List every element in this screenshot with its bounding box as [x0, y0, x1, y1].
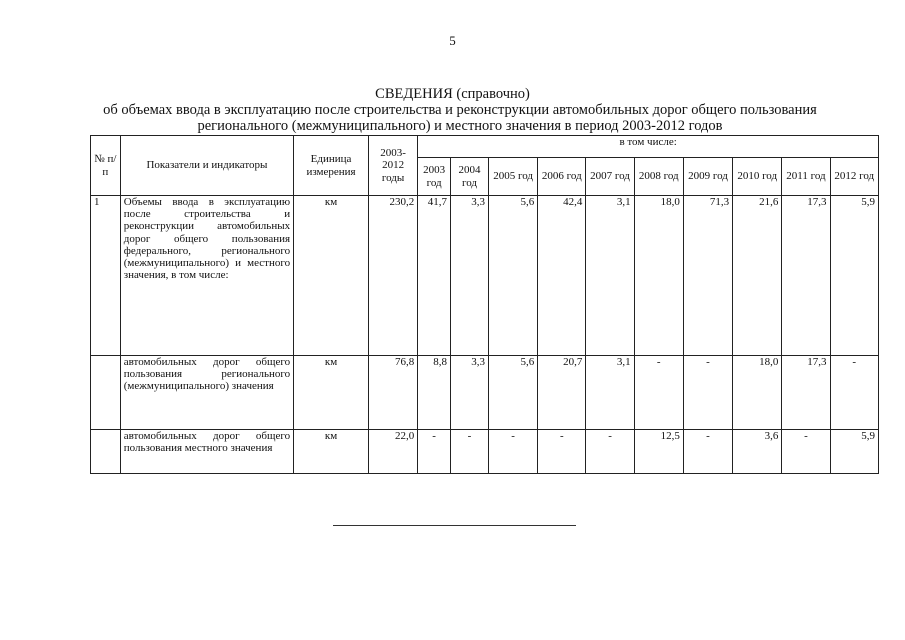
row-value: - — [538, 430, 586, 474]
footer-divider — [333, 525, 576, 526]
row-value: 17,3 — [782, 356, 830, 430]
row-total: 76,8 — [368, 356, 417, 430]
page-number: 5 — [449, 33, 456, 48]
row-value: 18,0 — [733, 356, 782, 430]
header-year: 2009 год — [683, 158, 732, 196]
header-total: 2003-2012 годы — [368, 136, 417, 196]
row-value: 5,9 — [830, 196, 878, 356]
header-unit: Единица измерения — [294, 136, 369, 196]
row-value: 5,6 — [488, 196, 537, 356]
row-value: 17,3 — [782, 196, 830, 356]
header-year: 2003 год — [418, 158, 451, 196]
row-total: 230,2 — [368, 196, 417, 356]
header-year: 2011 год — [782, 158, 830, 196]
row-value: 8,8 — [418, 356, 451, 430]
row-value: 5,9 — [830, 430, 878, 474]
row-indicator: автомобильных дорог общего пользования местного значения — [120, 430, 293, 474]
row-number — [91, 430, 121, 474]
row-value: - — [488, 430, 537, 474]
row-unit: км — [294, 196, 369, 356]
row-indicator: Объемы ввода в эксплуатацию после строительства и реконструкции автомобильных дорог общего пользования федерального, регионального (межмуниципального) и местного значения, в том числе: — [120, 196, 293, 356]
row-value: - — [586, 430, 634, 474]
row-value: - — [634, 356, 683, 430]
header-no: № п/п — [91, 136, 121, 196]
row-unit: км — [294, 430, 369, 474]
document-subtitle: об объемах ввода в эксплуатацию после строительства и реконструкции автомобильных дорог общего пользования регионального (межмуниципального) и местного значения в период 2003-2012 годов — [103, 102, 817, 134]
document-title: СВЕДЕНИЯ (справочно) — [375, 86, 530, 102]
header-year: 2005 год — [488, 158, 537, 196]
row-value: 5,6 — [488, 356, 537, 430]
row-unit: км — [294, 356, 369, 430]
table-row — [91, 196, 879, 356]
row-value: 12,5 — [634, 430, 683, 474]
header-indicator: Показатели и индикаторы — [120, 136, 293, 196]
row-value: 3,3 — [451, 196, 489, 356]
row-value: 3,6 — [733, 430, 782, 474]
data-table — [90, 135, 879, 474]
header-year: 2007 год — [586, 158, 634, 196]
header-year: 2010 год — [733, 158, 782, 196]
header-year: 2004 год — [451, 158, 489, 196]
row-value: - — [683, 430, 732, 474]
row-value: 41,7 — [418, 196, 451, 356]
header-year: 2006 год — [538, 158, 586, 196]
row-value: - — [418, 430, 451, 474]
header-including: в том числе: — [418, 136, 879, 158]
row-number: 1 — [91, 196, 121, 356]
row-value: - — [830, 356, 878, 430]
table-row — [91, 430, 879, 474]
row-value: 3,3 — [451, 356, 489, 430]
row-value: 42,4 — [538, 196, 586, 356]
row-indicator: автомобильных дорог общего пользования регионального (межмуниципального) значения — [120, 356, 293, 430]
row-total: 22,0 — [368, 430, 417, 474]
row-value: 71,3 — [683, 196, 732, 356]
row-value: 21,6 — [733, 196, 782, 356]
header-year: 2008 год — [634, 158, 683, 196]
row-value: - — [451, 430, 489, 474]
row-value: 20,7 — [538, 356, 586, 430]
row-value: 3,1 — [586, 356, 634, 430]
row-value: - — [683, 356, 732, 430]
row-value: - — [782, 430, 830, 474]
row-value: 3,1 — [586, 196, 634, 356]
row-value: 18,0 — [634, 196, 683, 356]
row-number — [91, 356, 121, 430]
header-year: 2012 год — [830, 158, 878, 196]
table-row — [91, 356, 879, 430]
